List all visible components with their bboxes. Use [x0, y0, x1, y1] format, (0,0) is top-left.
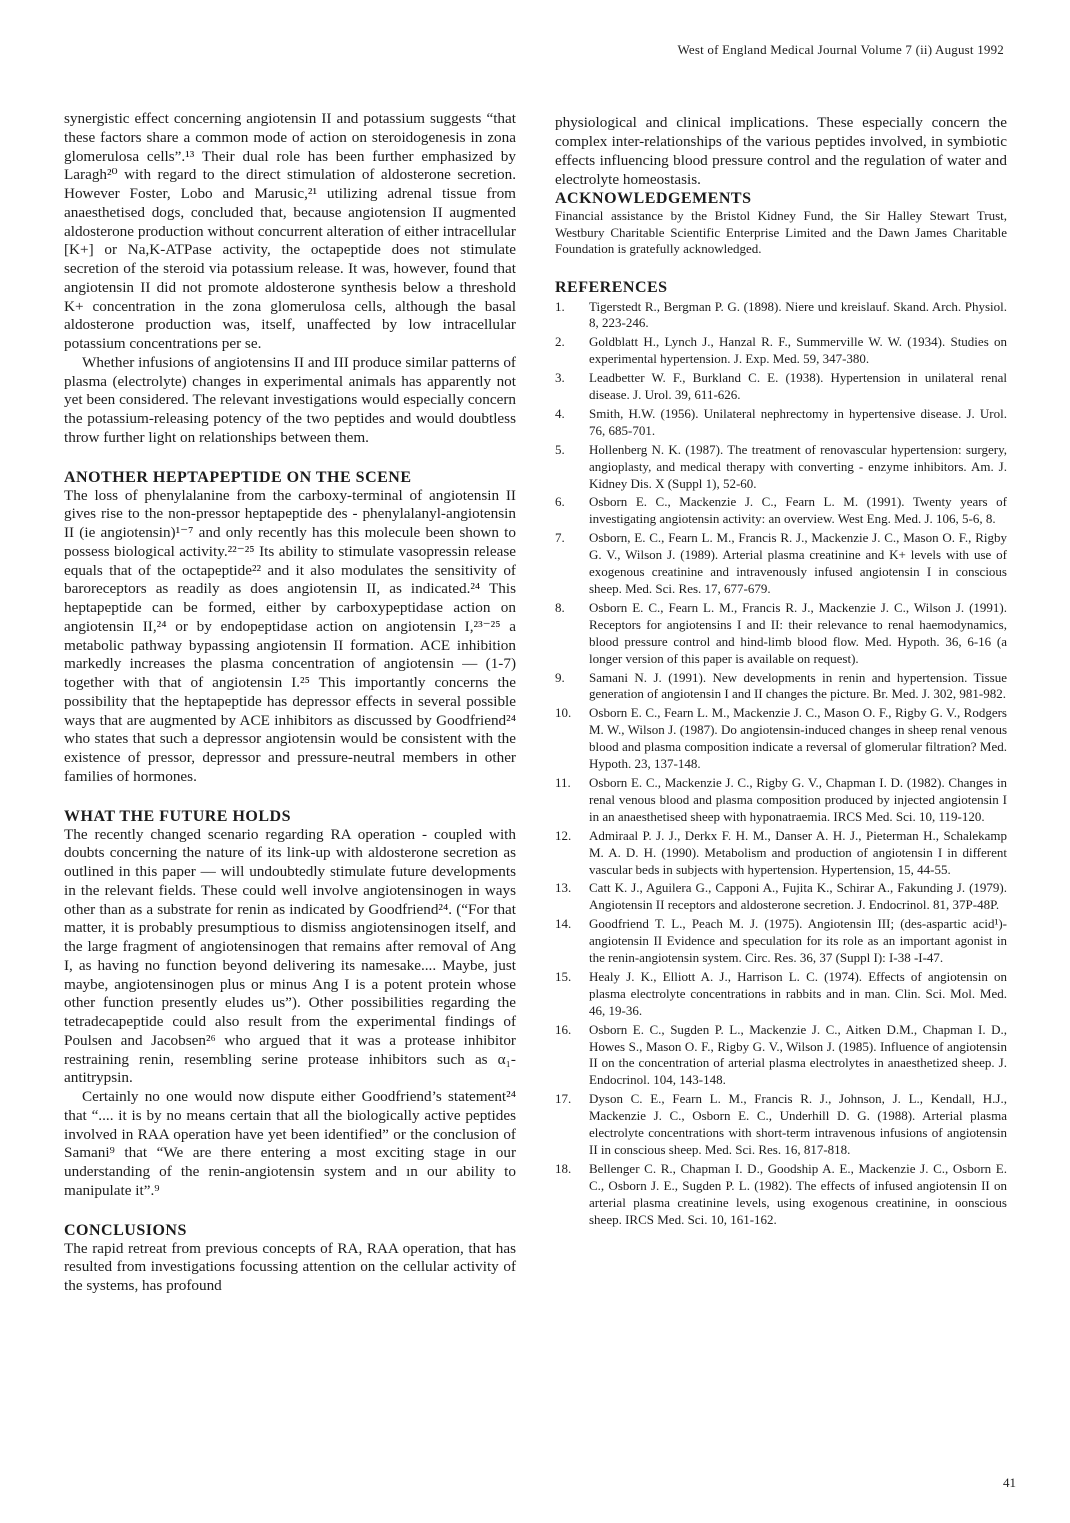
reference-number: 13. — [555, 880, 572, 896]
reference-text: Hollenberg N. K. (1987). The treatment of renovascular hypertension: surgery, angioplasty, and medical therapy with converting - enzyme inhibitors. Am. J. Kidney Dis. X (Suppl 1), 52-60. — [589, 441, 1007, 491]
section-heading-future: WHAT THE FUTURE HOLDS — [64, 807, 291, 825]
acknowledgements-text: Financial assistance by the Bristol Kidney Fund, the Sir Halley Stewart Trust, Westbury Charitable Scientific Enterprise Limited and the Dawn James Charitable Foundation is gratefully acknowledged. — [555, 208, 1007, 256]
reference-item — [555, 370, 1007, 404]
reference-item — [555, 1091, 1007, 1159]
reference-text: Osborn E. C., Sugden P. L., Mackenzie J. C., Aitken D.M., Chapman I. D., Howes S., Mason O. F., Rigby G. V., Wilson J. (1985). Influence of angiotensin II on the concentration of arterial plasma electrolytes in anaesthetized sheep. J. Endocrinol. 104, 143-148. — [589, 1021, 1007, 1088]
running-header: West of England Medical Journal Volume 7 (ii) August 1992 — [677, 42, 1004, 57]
paragraph-conclusions: The rapid retreat from previous concepts of RA, RAA operation, that has resulted from investigations focussing attention on the cellular activity of the systems, has profound — [64, 1239, 516, 1294]
reference-number: 15. — [555, 968, 572, 984]
reference-text: Leadbetter W. F., Burkland C. E. (1938). Hypertension in unilateral renal disease. J. Urol. 39, 611-626. — [589, 370, 1007, 403]
page-number: 41 — [1003, 1475, 1016, 1490]
reference-number: 16. — [555, 1021, 572, 1037]
reference-number: 5. — [555, 441, 565, 457]
paragraph-goodfriend: Certainly no one would now dispute either Goodfriend’s statement²⁴ that “.... it is by no means certain that all the biologically active peptides involved in RAA operation have yet been identified” or the conclusion of Samani⁹ that “We are there entering a most exciting stage in our understanding of the renin-angiotensin system and ın our ability to manipulate it”.⁹ — [64, 1088, 516, 1199]
reference-text: Bellenger C. R., Chapman I. D., Goodship A. E., Mackenzie J. C., Osborn E. C., Osborn J. E., Sugden P. L. (1982). The effects of infused angiotensin II on arterial plasma creatinine levels, using exogenous creatinine, in oonscious sheep. IRCS Med. Sci. 10, 161-162. — [589, 1160, 1007, 1227]
section-heading-heptapeptide: ANOTHER HEPTAPEPTIDE ON THE SCENE — [64, 468, 412, 486]
reference-item — [555, 670, 1007, 704]
paragraph-heptapeptide: The loss of phenylalanine from the carboxy-terminal of angiotensin II gives rise to the non-pressor heptapeptide des - phenylalanyl-angiotensin II (ie angiotensin)¹⁻⁷ and only recently has this molecule been shown to possess biological activity.²²⁻²⁵ Its ability to stimulate vasopressin release equals that of the octapeptide²² and it also modulates the sensitivity of baroreceptors as readily as does angiotensin II, as indicated.²⁴ This heptapeptide can be formed, either by carboxypeptidase action on angiotensin II,²⁴ or by endopeptidase action on angiotensin I,²³⁻²⁵ a metabolic pathway bypassing angiotensin II formation. ACE inhibition markedly increases the plasma concentration of angiotensin — (1-7) together with that of angiotensin I.²⁵ This importantly concerns the possibility that the heptapeptide has depressor effects in several possible ways that are augmented by ACE inhibitors as discussed by Goodfriend²⁴ who states that such a depressor angiotensin would be consistent with the existence of pressor, depressor and pressure-neutral members in other families of hormones. — [64, 486, 516, 785]
reference-item — [555, 494, 1007, 528]
reference-text: Goodfriend T. L., Peach M. J. (1975). Angiotensin III; (des-aspartic acid¹)-angiotensin II Evidence and speculation for its role as an important agonist in the renin-angiotensin system. Circ. Res. 36, 37 (Suppl I): I-38 -I-47. — [589, 916, 1007, 966]
reference-item — [555, 406, 1007, 440]
reference-text: Dyson C. E., Fearn L. M., Francis R. J., Johnson, J. L., Kendall, H.J., Mackenzie J. C., Osborn E. C., Underhill D. G. (1988). Arterial plasma electrolyte concentrations with short-term intravenous infusions of angiotensin II in conscious sheep. Med. Sci. Res. 16, 817-818. — [589, 1091, 1007, 1157]
paragraph-infusions: Whether infusions of angiotensins II and III produce similar patterns of plasma (electrolyte) changes in experimental animals has apparently not yet been considered. The relevant investigations would especially concern the potassium-releasing potency of the two peptides and would doubtless throw further light on relationships between them. — [64, 353, 516, 446]
reference-number: 1. — [555, 298, 565, 314]
reference-item — [555, 705, 1007, 773]
reference-item — [555, 334, 1007, 368]
reference-text: Goldblatt H., Lynch J., Hanzal R. F., Summerville W. W. (1934). Studies on experimental hypertension. J. Exp. Med. 59, 347-380. — [589, 334, 1007, 367]
reference-item — [555, 969, 1007, 1020]
reference-text: Catt K. J., Aguilera G., Capponi A., Fujita K., Schirar A., Fakunding J. (1979). Angiotensin II receptors and aldosterone secretion. J. Endocrinol. 81, 37P-48P. — [589, 880, 1007, 913]
right-column — [555, 113, 1007, 1231]
reference-number: 8. — [555, 599, 565, 615]
reference-item — [555, 775, 1007, 826]
reference-item — [555, 1161, 1007, 1229]
reference-text: Tigerstedt R., Bergman P. G. (1898). Niere und kreislauf. Skand. Arch. Physiol. 8, 223-246. — [589, 298, 1007, 331]
reference-text: Healy J. K., Elliott A. J., Harrison L. C. (1974). Effects of angiotensin on plasma electrolyte concentrations in rabbits and in man. Clin. Sci. Mol. Med. 46, 19-36. — [589, 968, 1007, 1018]
reference-text: Osborn, E. C., Fearn L. M., Francis R. J., Mackenzie J. C., Mason O. F., Rigby G. V., Wilson J. (1989). Arterial plasma creatinine and K+ levels with use of exogenous creatinine and intravenously infused angiotensin I in conscious sheep. Med. Sci. Res. 17, 677-679. — [589, 530, 1007, 596]
section-heading-acknowledgements: ACKNOWLEDGEMENTS — [555, 190, 752, 207]
reference-item — [555, 1022, 1007, 1090]
paragraph-future: The recently changed scenario regarding RA operation - coupled with doubts concerning the nature of its link-up with aldosterone secretion as outlined in this paper — will undoubtedly stimulate future developments in the relevant fields. These could well involve angiotensinogen in ways other than as a substrate for renin as indicated by Goodfriend²⁴. (“For that matter, it is probably presumptious to dismiss angiotensinogen itself, and the large fragment of angiotensinogen that remains after removal of Ang I, as having no function beyond delivering its namesake.... Maybe, just maybe, angiotensinogen plus or minus Ang I is a potent protein whose other function presently eludes us”). Other possibilities regarding the tetradecapeptide could also result from the experimental findings of Poulsen and Jacobsen²⁶ who argued that it was a protease inhibitor restraining renin, resembling serine protease inhibitors such as α₁-antitrypsin. — [64, 825, 516, 1087]
reference-item — [555, 880, 1007, 914]
spacer — [64, 787, 516, 807]
reference-text: Smith, H.W. (1956). Unilateral nephrectomy in hypertensive disease. J. Urol. 76, 685-701. — [589, 405, 1007, 438]
left-column — [64, 110, 516, 1296]
reference-text: Osborn E. C., Fearn L. M., Mackenzie J. C., Mason O. F., Rigby G. V., Rodgers M. W., Wilson J. (1987). Do angiotensin-induced changes in sheep renal venous blood and plasma composition indicate a reversal of glomerular filtration? Med. Hypoth. 23, 137-148. — [589, 705, 1007, 772]
reference-item — [555, 299, 1007, 333]
reference-number: 3. — [555, 370, 565, 386]
reference-item — [555, 530, 1007, 598]
reference-number: 14. — [555, 916, 572, 932]
reference-number: 18. — [555, 1160, 572, 1176]
reference-number: 11. — [555, 774, 571, 790]
reference-list — [555, 299, 1007, 1229]
reference-number: 17. — [555, 1091, 572, 1107]
reference-text: Osborn E. C., Mackenzie J. C., Rigby G. V., Chapman I. D. (1982). Changes in renal venous blood and plasma composition produced by injected angiotensin I in an anaesthetised sheep with hyponatraemia. IRCS Med. Sci. 10, 119-120. — [589, 774, 1007, 824]
spacer — [64, 1201, 516, 1221]
reference-number: 10. — [555, 705, 572, 721]
reference-item — [555, 442, 1007, 493]
reference-text: Samani N. J. (1991). New developments in renin and hypertension. Tissue generation of angiotensin I and II changes the picture. Br. Med. J. 302, 981-982. — [589, 669, 1007, 702]
spacer — [555, 258, 1007, 278]
reference-number: 9. — [555, 669, 565, 685]
section-heading-conclusions: CONCLUSIONS — [64, 1221, 187, 1239]
reference-number: 2. — [555, 334, 565, 350]
reference-number: 4. — [555, 405, 565, 421]
spacer — [64, 448, 516, 468]
reference-text: Osborn E. C., Mackenzie J. C., Fearn L. M. (1991). Twenty years of investigating angiotensin activity: an overview. West Eng. Med. J. 106, 5-6, 8. — [589, 494, 1007, 527]
paragraph-conclusions-continued: physiological and clinical implications. These especially concern the complex inter-relationships of the various peptides involved, in symbiotic effects influencing blood pressure control and the regulation of water and electrolyte homeostasis. — [555, 114, 1007, 188]
reference-item — [555, 916, 1007, 967]
reference-number: 7. — [555, 530, 565, 546]
reference-text: Osborn E. C., Fearn L. M., Francis R. J., Mackenzie J. C., Wilson J. (1991). Receptors for angiotensins I and II: their relevance to renal haemodynamics, blood pressure control and hind-limb blood flow. Med. Hypoth. 36, 6-16 (a longer version of this paper is available on request). — [589, 599, 1007, 666]
reference-item — [555, 600, 1007, 668]
reference-number: 6. — [555, 494, 565, 510]
reference-number: 12. — [555, 827, 572, 843]
paragraph-potassium-synergy: synergistic effect concerning angiotensin II and potassium suggests “that these factors share a common mode of action on steroidogenesis in zona glomerulosa cells”.¹³ Their dual role has been further emphasized by Laragh²⁰ with regard to the direct stimulation of aldosterone secretion. However Foster, Lobo and Marusic,²¹ utilizing adrenal tissue from anaesthetised dogs, concluded that, because angiotension II augmented aldosterone production without concurrent alteration of either intracellular [K+] or Na,K-ATPase activity, the octapeptide does not stimulate secretion of the steroid via potassium release. It was, however, found that angiotensin II did not promote aldosterone synthesis below a threshold K+ concentration in the zona glomerulosa cells, although the basal aldosterone production was, itself, unaffected by low intracellular potassium concentrations per se. — [64, 110, 516, 352]
reference-text: Admiraal P. J. J., Derkx F. H. M., Danser A. H. J., Pieterman H., Schalekamp M. A. D. H. (1990). Metabolism and production of angiotensin I in different vascular beds in subjects with hypertension. Hypertension, 15, 44-55. — [589, 827, 1007, 877]
reference-item — [555, 828, 1007, 879]
section-heading-references: REFERENCES — [555, 278, 668, 296]
